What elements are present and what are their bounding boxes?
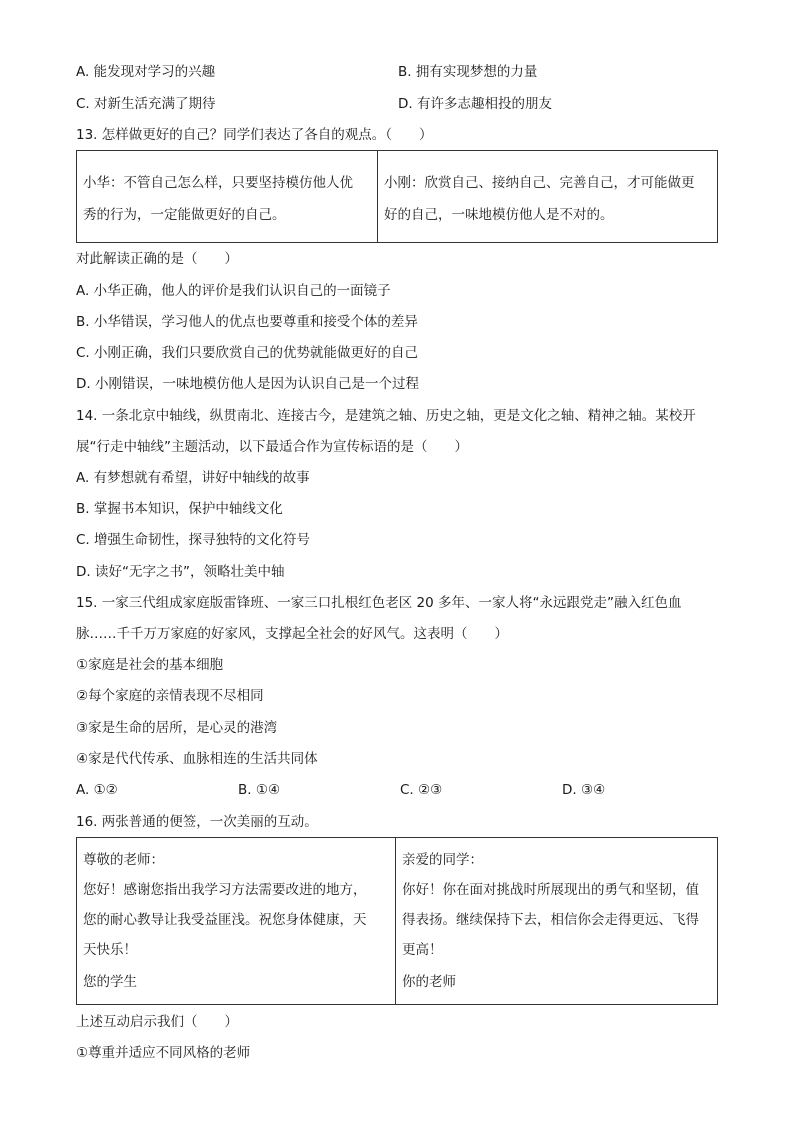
- q16-student-note-line-3: 您的耐心教导让我受益匪浅。祝您身体健康，天: [83, 912, 367, 928]
- q13-option-b[interactable]: B. 小华错误，学习他人的优点也要尊重和接受个体的差异: [76, 314, 418, 330]
- q15-option-c[interactable]: C. ②③: [400, 782, 443, 798]
- q16-student-note-signature: 您的学生: [83, 974, 137, 990]
- q14-option-d[interactable]: D. 读好“无字之书”，领略壮美中轴: [76, 564, 285, 580]
- q16-stem: 16. 两张普通的便签，一次美丽的互动。: [76, 814, 318, 830]
- q13-option-a[interactable]: A. 小华正确，他人的评价是我们认识自己的一面镜子: [76, 283, 391, 299]
- q16-statement-1: ①尊重并适应不同风格的老师: [76, 1045, 251, 1061]
- q16-teacher-note-line-3: 得表扬。继续保持下去，相信你会走得更远、飞得: [402, 912, 699, 928]
- q13-question: 对此解读正确的是（ ）: [76, 251, 238, 267]
- q12-option-d[interactable]: D. 有许多志趣相投的朋友: [398, 96, 552, 112]
- q13-xiaogang-line-1: 小刚：欣赏自己、接纳自己、完善自己，才可能做更: [384, 175, 695, 191]
- q15-statement-4: ④家是代代传承、血脉相连的生活共同体: [76, 751, 318, 767]
- q16-teacher-note-line-4: 更高！: [402, 942, 443, 958]
- q13-viewpoint-table: [76, 150, 718, 243]
- q16-teacher-note: [395, 838, 717, 1004]
- q16-student-note-line-4: 天快乐！: [83, 942, 137, 958]
- q15-option-a[interactable]: A. ①②: [76, 782, 118, 798]
- q16-teacher-note-line-2: 你好！你在面对挑战时所展现出的勇气和坚韧，值: [402, 882, 699, 898]
- q16-student-note-line-1: 尊敬的老师：: [83, 852, 164, 868]
- q14-option-c[interactable]: C. 增强生命韧性，探寻独特的文化符号: [76, 532, 311, 548]
- q16-teacher-note-line-1: 亲爱的同学：: [402, 852, 483, 868]
- q15-stem-line-2: 脉……千千万万家庭的好家风，支撑起全社会的好风气。这表明（ ）: [76, 626, 508, 642]
- q13-option-c[interactable]: C. 小刚正确，我们只要欣赏自己的优势就能做更好的自己: [76, 345, 419, 361]
- q13-xiaohua-line-2: 秀的行为，一定能做更好的自己。: [83, 207, 286, 223]
- q16-teacher-note-signature: 你的老师: [402, 974, 456, 990]
- q13-option-d[interactable]: D. 小刚错误，一味地模仿他人是因为认识自己是一个过程: [76, 376, 419, 392]
- q16-student-note-line-2: 您好！感谢您指出我学习方法需要改进的地方，: [83, 882, 367, 898]
- q14-stem-line-2: 展“行走中轴线”主题活动，以下最适合作为宣传标语的是（ ）: [76, 439, 468, 455]
- q13-xiaogang-line-2: 好的自己，一味地模仿他人是不对的。: [384, 207, 614, 223]
- q15-stem-line-1: 15. 一家三代组成家庭版雷锋班、一家三口扎根红色老区 20 多年、一家人将“永远跟党走”融入红色血: [76, 595, 682, 611]
- q15-statement-1: ①家庭是社会的基本细胞: [76, 657, 224, 673]
- q15-option-d[interactable]: D. ③④: [562, 782, 606, 798]
- q14-option-a[interactable]: A. 有梦想就有希望，讲好中轴线的故事: [76, 470, 310, 486]
- q13-xiaogang-cell: [377, 151, 717, 242]
- q16-note-table: [76, 837, 718, 1005]
- q14-option-b[interactable]: B. 掌握书本知识，保护中轴线文化: [76, 501, 283, 517]
- q16-question: 上述互动启示我们（ ）: [76, 1014, 238, 1030]
- q13-xiaohua-line-1: 小华：不管自己怎么样，只要坚持模仿他人优: [83, 175, 353, 191]
- q12-option-c[interactable]: C. 对新生活充满了期待: [76, 96, 216, 112]
- q15-option-b[interactable]: B. ①④: [238, 782, 281, 798]
- q13-stem: 13. 怎样做更好的自己？同学们表达了各自的观点。（ ）: [76, 127, 433, 143]
- q13-xiaohua-cell: [77, 151, 377, 242]
- q14-stem-line-1: 14. 一条北京中轴线，纵贯南北、连接古今，是建筑之轴、历史之轴，更是文化之轴、精神之轴。某校开: [76, 408, 696, 424]
- q16-student-note: [77, 838, 395, 1004]
- q15-statement-3: ③家是生命的居所，是心灵的港湾: [76, 720, 278, 736]
- q12-option-a[interactable]: A. 能发现对学习的兴趣: [76, 64, 216, 80]
- q15-statement-2: ②每个家庭的亲情表现不尽相同: [76, 688, 264, 704]
- q12-option-b[interactable]: B. 拥有实现梦想的力量: [398, 64, 538, 80]
